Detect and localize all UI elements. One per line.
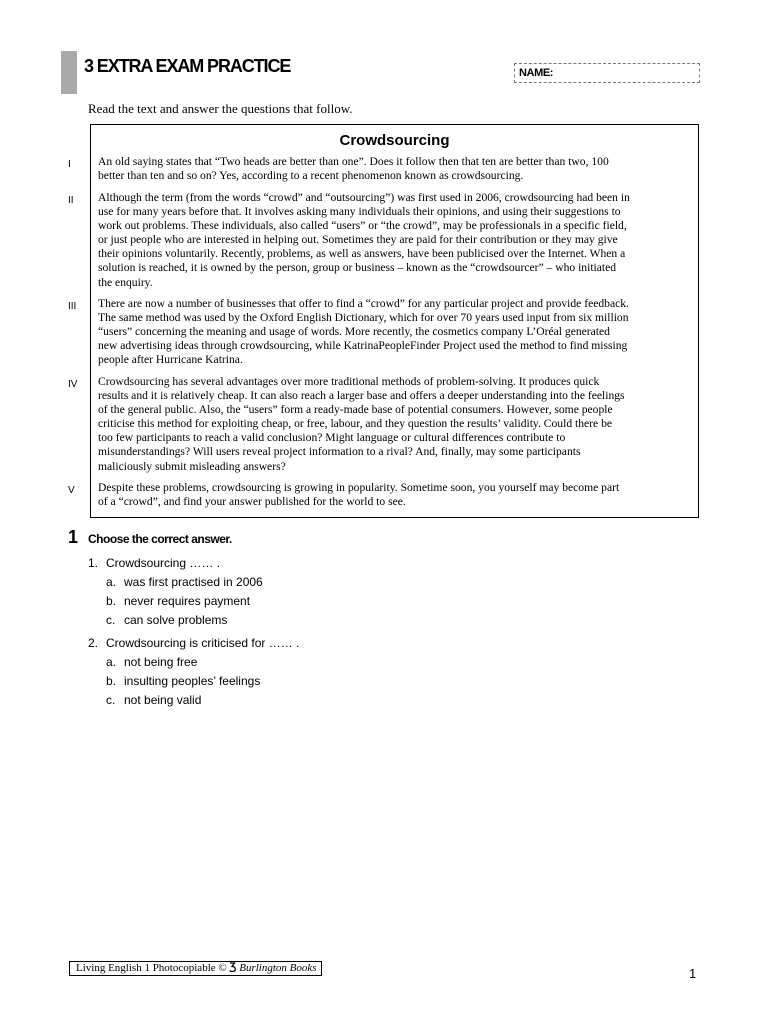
- text-title: Crowdsourcing: [339, 132, 450, 149]
- text-line: of the general public. Also, the “users” form a ready-made base of potential consumers. However, some people: [98, 403, 613, 417]
- text-line: of a “crowd”, and find your answer published for the world to see.: [98, 495, 406, 509]
- text-line: “users” concerning the meaning and usage of words. More recently, the cosmetics company L’Oréal generated: [98, 325, 610, 339]
- text-line: solution is reached, it is owned by the person, group or business – known as the “crowdsourcer” – who initiated: [98, 261, 617, 275]
- question-stem: Crowdsourcing is criticised for …… .: [106, 636, 300, 650]
- name-label: NAME:: [519, 67, 554, 79]
- text-line: Although the term (from the words “crowd” and “outsourcing”) was first used in 2006, crowdsourcing had been in: [98, 191, 630, 204]
- text-line: misunderstandings? Will users reveal project information to a rival? And, finally, may some participants: [98, 445, 581, 459]
- page-number: 1: [689, 966, 697, 981]
- text-line: or just people who are interested in helping out. Sometimes they are paid for their contribution or they may give: [98, 233, 618, 247]
- text-line: The same method was used by the Oxford English Dictionary, which for over 70 years used input from six million: [98, 311, 629, 325]
- question-number: 2.: [88, 636, 99, 650]
- answer-option[interactable]: never requires payment: [124, 594, 251, 608]
- task-number: 1: [68, 527, 79, 547]
- text-line: An old saying states that “Two heads are better than one”. Does it follow then that ten are better than two, 100: [98, 155, 609, 168]
- paragraph-3: [98, 297, 692, 367]
- text-line: their opinions voluntarily. Recently, problems, as well as answers, have been publicised over the Internet. When a: [98, 247, 626, 261]
- text-line: There are now a number of businesses that offer to find a “crowd” for any particular project and provide feedback.: [98, 297, 629, 310]
- text-line: Despite these problems, crowdsourcing is growing in popularity. Sometime soon, you yourself may become part: [98, 481, 620, 494]
- option-letter: b.: [106, 674, 117, 688]
- answer-option[interactable]: not being valid: [124, 693, 202, 707]
- answer-option[interactable]: was first practised in 2006: [124, 575, 263, 589]
- option-letter: c.: [106, 613, 116, 627]
- paragraph-numeral: III: [68, 301, 77, 312]
- name-field[interactable]: [514, 63, 700, 83]
- question-number: 1.: [88, 556, 99, 570]
- option-letter: c.: [106, 693, 116, 707]
- copyright-footer: [69, 961, 322, 976]
- publisher-logo-icon: [229, 962, 236, 972]
- answer-option[interactable]: can solve problems: [124, 613, 228, 627]
- text-line: work out problems. These individuals, also called “users” or “the crowd”, may be professionals in a specific field,: [98, 219, 627, 233]
- option-letter: b.: [106, 594, 117, 608]
- paragraph-numeral: II: [68, 195, 74, 206]
- question-stem: Crowdsourcing …… .: [106, 556, 221, 570]
- text-line: better than ten and so on? Yes, according to a recent phenomenon known as crowdsourcing.: [98, 169, 524, 183]
- page-title: 3 EXTRA EXAM PRACTICE: [84, 56, 291, 76]
- text-line: maliciously submit misleading answers?: [98, 459, 286, 473]
- text-line: results and it is relatively cheap. It can also reach a larger base and offers a deeper understanding into the feelings: [98, 389, 625, 403]
- paragraph-1: [98, 155, 692, 183]
- footer-text: [76, 962, 317, 974]
- publisher-name: Burlington Books: [239, 962, 317, 974]
- text-line: the enquiry.: [98, 275, 153, 289]
- option-letter: a.: [106, 655, 117, 669]
- reading-instruction: Read the text and answer the questions that follow.: [88, 101, 353, 116]
- paragraph-numeral: V: [68, 485, 75, 496]
- text-line: use for many years before that. It involves asking many individuals their opinions, and using their suggestions to: [98, 205, 621, 219]
- copyright-text: Living English 1 Photocopiable ©: [76, 962, 227, 974]
- paragraph-5: [98, 481, 692, 509]
- text-line: too few participants to reach a valid conclusion? Might language or cultural differences contribute to: [98, 431, 566, 445]
- text-line: criticise this method for exploiting cheap, or free, labour, and they question the results’ validity. Could there be: [98, 417, 613, 431]
- paragraph-numeral: I: [68, 159, 71, 170]
- text-line: Crowdsourcing has several advantages over more traditional methods of problem-solving. It produces quick: [98, 375, 600, 388]
- text-line: new advertising ideas through crowdsourcing, while KatrinaPeopleFinder Project used the method to find missing: [98, 339, 628, 353]
- answer-option[interactable]: not being free: [124, 655, 198, 669]
- option-letter: a.: [106, 575, 117, 589]
- task-instruction: Choose the correct answer.: [88, 532, 232, 546]
- paragraph-numeral: IV: [68, 379, 78, 390]
- text-line: people after Hurricane Katrina.: [98, 353, 243, 367]
- answer-option[interactable]: insulting peoples’ feelings: [124, 674, 261, 688]
- paragraph-2: [98, 191, 692, 290]
- paragraph-4: [98, 375, 692, 474]
- section-marker-bar: [61, 51, 77, 94]
